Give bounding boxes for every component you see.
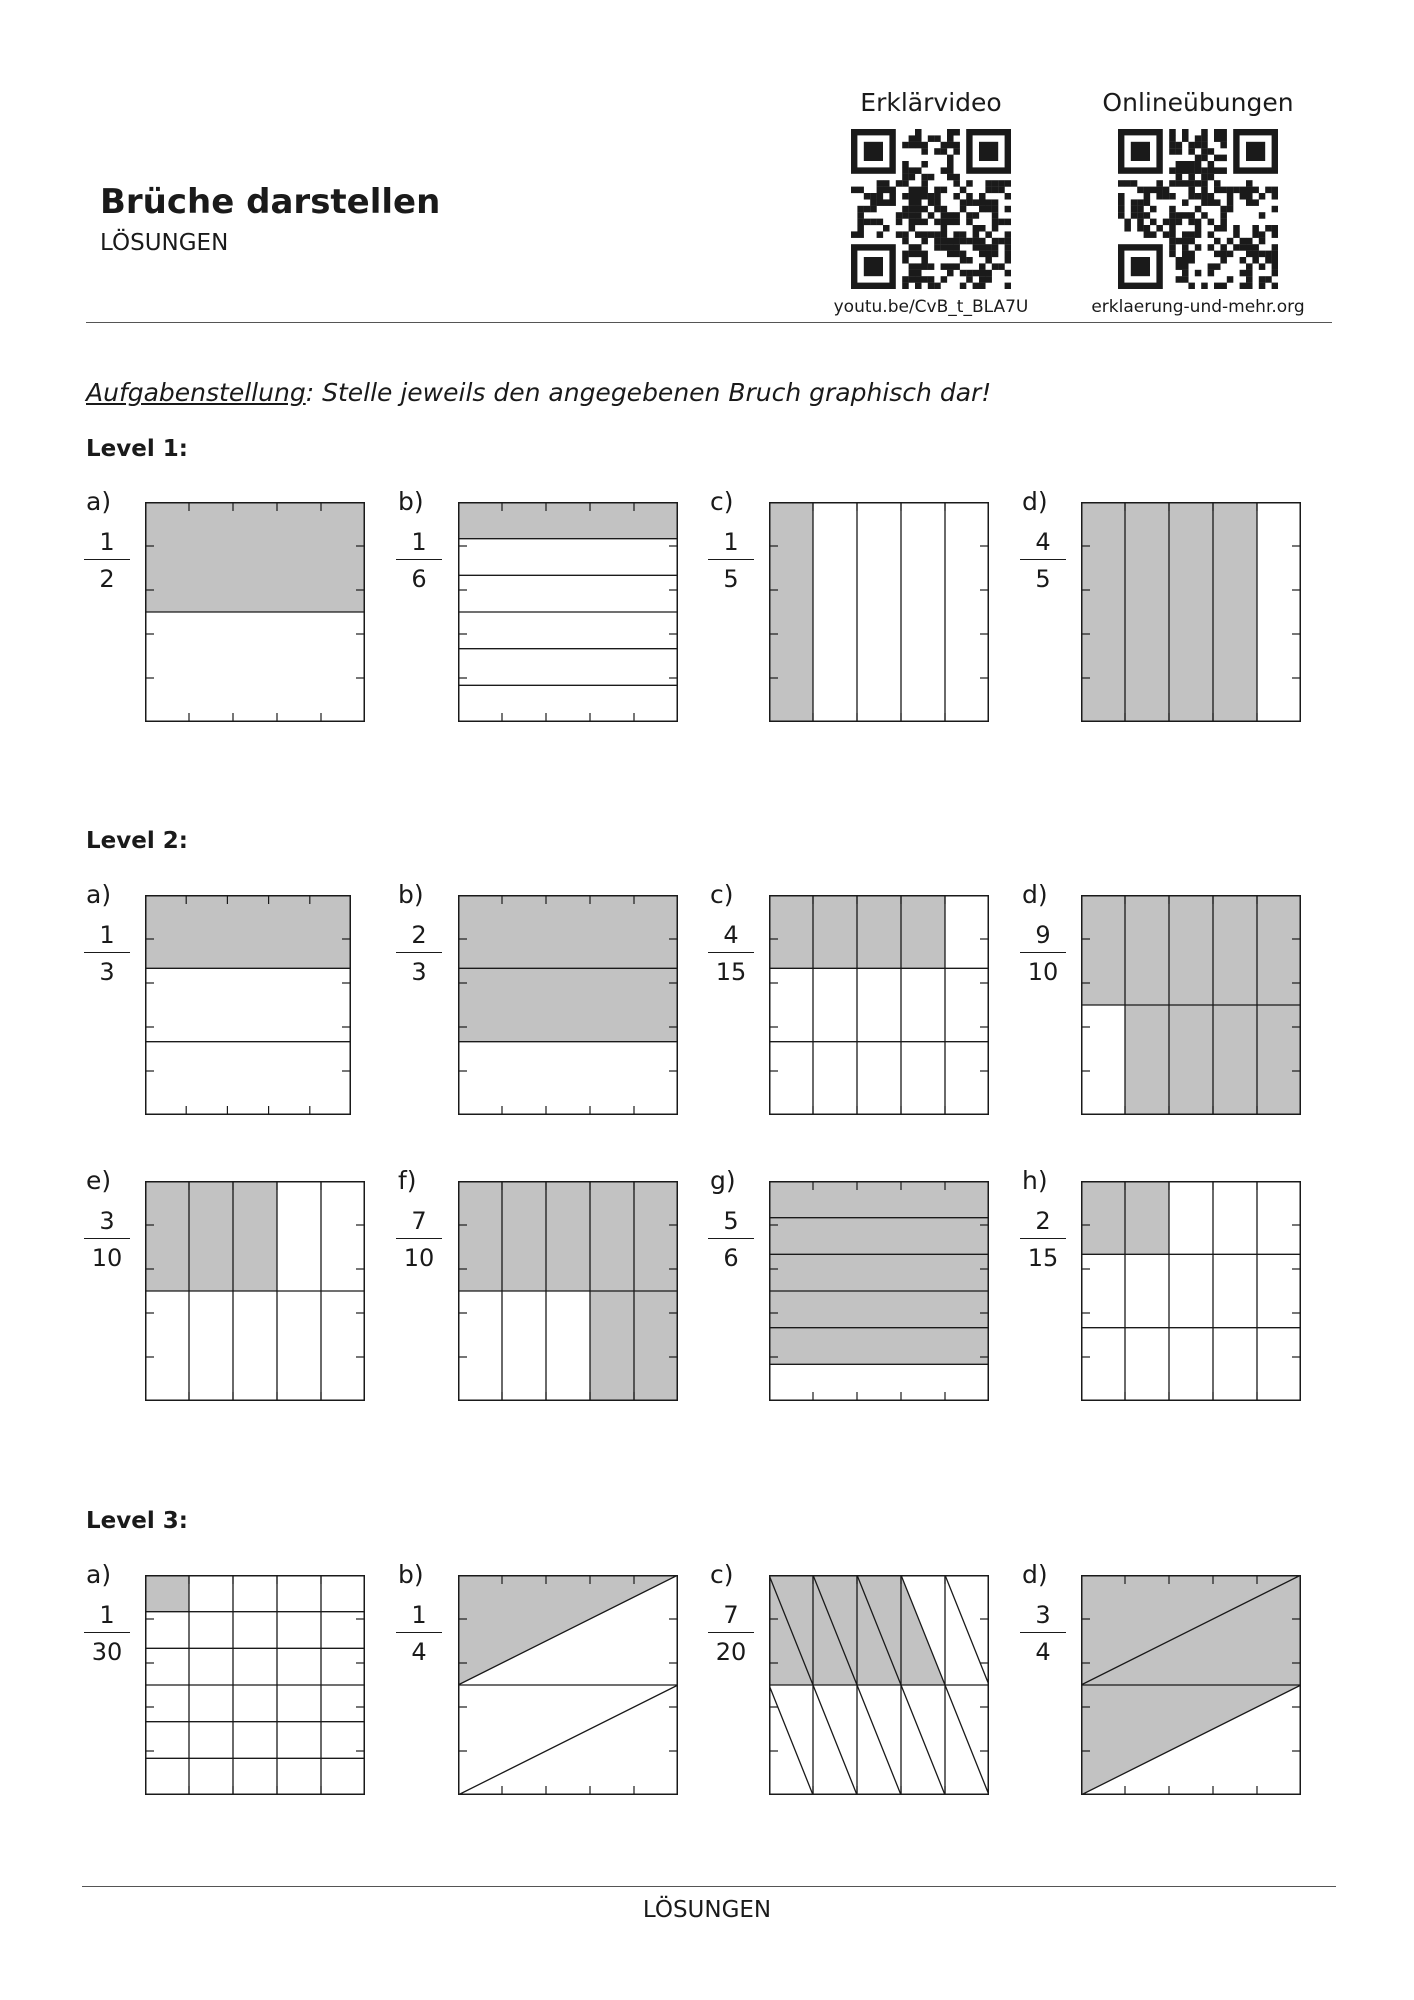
fraction-figure <box>1081 502 1301 722</box>
fraction-figure <box>769 1575 989 1795</box>
fraction-numerator: 1 <box>411 1601 427 1629</box>
exercise-letter: b) <box>398 487 424 516</box>
exercise-letter: d) <box>1022 487 1048 516</box>
level-2-heading: Level 2: <box>86 828 188 854</box>
fraction-denominator: 10 <box>403 1244 435 1272</box>
fraction-label <box>1020 923 1066 984</box>
qr-url-video[interactable]: youtu.be/CvB_t_BLA7U <box>833 297 1029 317</box>
fraction-numerator: 4 <box>1035 528 1051 556</box>
fraction-denominator: 15 <box>1027 1244 1059 1272</box>
fraction-label <box>1020 1603 1066 1664</box>
shaded-part <box>769 1181 989 1218</box>
exercise-letter: b) <box>398 880 424 909</box>
level-3-heading: Level 3: <box>86 1508 188 1534</box>
fraction-figure <box>145 895 351 1115</box>
shaded-part <box>1169 502 1213 722</box>
fraction-figure <box>458 1575 678 1795</box>
qr-url-online[interactable]: erklaerung-und-mehr.org <box>1091 297 1305 317</box>
shaded-part <box>233 1181 277 1291</box>
fraction-denominator: 10 <box>1027 958 1059 986</box>
fraction-figure <box>1081 1575 1301 1795</box>
fraction-bar <box>396 1632 442 1633</box>
fraction-numerator: 3 <box>1035 1601 1051 1629</box>
level-1-heading: Level 1: <box>86 436 188 462</box>
shaded-part <box>145 1575 189 1612</box>
qr-code-icon <box>851 129 1011 293</box>
shaded-part <box>1213 895 1257 1005</box>
fraction-bar <box>708 1632 754 1633</box>
shaded-part <box>458 895 678 968</box>
fraction-bar <box>84 559 130 560</box>
exercise-letter: d) <box>1022 1560 1048 1589</box>
fraction-label <box>708 1209 754 1270</box>
shaded-part <box>769 502 813 722</box>
fraction-bar <box>84 1238 130 1239</box>
fraction-denominator: 6 <box>723 1244 739 1272</box>
shaded-part <box>546 1181 590 1291</box>
task-instruction <box>86 378 991 407</box>
footer-label: LÖSUNGEN <box>642 1897 772 1923</box>
shaded-part <box>1213 1005 1257 1115</box>
fraction-denominator: 6 <box>411 565 427 593</box>
fraction-denominator: 4 <box>1035 1638 1051 1666</box>
fraction-figure <box>458 1181 678 1401</box>
fraction-label <box>396 923 442 984</box>
exercise-letter: e) <box>86 1166 112 1195</box>
division-line <box>813 1685 857 1795</box>
fraction-denominator: 30 <box>91 1638 123 1666</box>
fraction-numerator: 3 <box>99 1207 115 1235</box>
fraction-label <box>396 1603 442 1664</box>
fraction-figure <box>458 502 678 722</box>
shaded-part <box>458 1181 502 1291</box>
shaded-part <box>769 895 813 968</box>
shaded-part <box>145 895 351 968</box>
fraction-numerator: 1 <box>411 528 427 556</box>
shaded-part <box>1169 895 1213 1005</box>
fraction-label <box>84 923 130 984</box>
fraction-denominator: 10 <box>91 1244 123 1272</box>
task-text: : Stelle jeweils den angegebenen Bruch graphisch dar! <box>305 378 992 407</box>
fraction-figure <box>769 895 989 1115</box>
fraction-numerator: 2 <box>1035 1207 1051 1235</box>
shaded-part <box>189 1181 233 1291</box>
fraction-label <box>84 1603 130 1664</box>
fraction-denominator: 4 <box>411 1638 427 1666</box>
fraction-numerator: 7 <box>411 1207 427 1235</box>
fraction-label <box>708 923 754 984</box>
fraction-figure <box>458 895 678 1115</box>
exercise-letter: a) <box>86 880 112 909</box>
fraction-bar <box>1020 952 1066 953</box>
shaded-part <box>769 1218 989 1255</box>
fraction-numerator: 1 <box>99 528 115 556</box>
exercise-letter: c) <box>710 1560 734 1589</box>
shaded-part <box>1213 502 1257 722</box>
division-line <box>458 1685 678 1795</box>
exercise-letter: h) <box>1022 1166 1048 1195</box>
fraction-numerator: 9 <box>1035 921 1051 949</box>
fraction-numerator: 1 <box>723 528 739 556</box>
shaded-part <box>1125 1005 1169 1115</box>
fraction-figure <box>769 1181 989 1401</box>
exercise-letter: d) <box>1022 880 1048 909</box>
qr-label-video: Erklärvideo <box>860 88 1002 117</box>
exercise-letter: c) <box>710 487 734 516</box>
fraction-numerator: 1 <box>99 1601 115 1629</box>
page-subtitle: LÖSUNGEN <box>100 230 229 256</box>
shaded-part <box>769 1254 989 1291</box>
fraction-figure <box>145 502 365 722</box>
shaded-part <box>590 1181 634 1291</box>
task-heading: Aufgabenstellung <box>86 378 306 407</box>
shaded-part <box>1169 1005 1213 1115</box>
fraction-figure <box>145 1181 365 1401</box>
shaded-part <box>769 1328 989 1365</box>
division-line <box>769 1685 813 1795</box>
header-divider <box>86 322 1332 323</box>
fraction-figure <box>1081 1181 1301 1401</box>
shaded-part <box>1125 895 1169 1005</box>
fraction-numerator: 4 <box>723 921 739 949</box>
fraction-bar <box>396 1238 442 1239</box>
exercise-letter: f) <box>398 1166 417 1195</box>
fraction-bar <box>1020 1238 1066 1239</box>
shaded-part <box>458 968 678 1041</box>
fraction-label <box>1020 1209 1066 1270</box>
shaded-part <box>502 1181 546 1291</box>
fraction-figure <box>145 1575 365 1795</box>
fraction-figure <box>769 502 989 722</box>
fraction-bar <box>1020 559 1066 560</box>
shaded-part <box>145 502 365 612</box>
fraction-label <box>84 1209 130 1270</box>
shaded-part <box>1257 895 1301 1005</box>
fraction-bar <box>84 952 130 953</box>
division-line <box>945 1575 989 1685</box>
fraction-denominator: 3 <box>411 958 427 986</box>
footer-divider <box>82 1886 1336 1887</box>
shaded-part <box>857 895 901 968</box>
fraction-label <box>708 530 754 591</box>
fraction-denominator: 3 <box>99 958 115 986</box>
shaded-part <box>1081 502 1125 722</box>
fraction-bar <box>396 952 442 953</box>
shaded-part <box>590 1291 634 1401</box>
fraction-denominator: 20 <box>715 1638 747 1666</box>
fraction-denominator: 5 <box>1035 565 1051 593</box>
qr-code-icon <box>1118 129 1278 293</box>
shaded-part <box>1081 1181 1125 1254</box>
shaded-part <box>1125 502 1169 722</box>
fraction-bar <box>1020 1632 1066 1633</box>
fraction-bar <box>396 559 442 560</box>
fraction-numerator: 2 <box>411 921 427 949</box>
exercise-letter: a) <box>86 1560 112 1589</box>
fraction-numerator: 5 <box>723 1207 739 1235</box>
fraction-denominator: 15 <box>715 958 747 986</box>
qr-label-online: Onlineübungen <box>1102 88 1294 117</box>
fraction-label <box>396 1209 442 1270</box>
shaded-part <box>1125 1181 1169 1254</box>
fraction-label <box>708 1603 754 1664</box>
shaded-part <box>1081 895 1125 1005</box>
shaded-part <box>634 1291 678 1401</box>
fraction-numerator: 1 <box>99 921 115 949</box>
fraction-numerator: 7 <box>723 1601 739 1629</box>
shaded-part <box>901 895 945 968</box>
fraction-bar <box>84 1632 130 1633</box>
exercise-letter: a) <box>86 487 112 516</box>
division-line <box>901 1685 945 1795</box>
fraction-label <box>84 530 130 591</box>
division-line <box>857 1685 901 1795</box>
exercise-letter: c) <box>710 880 734 909</box>
shaded-part <box>145 1181 189 1291</box>
fraction-bar <box>708 559 754 560</box>
fraction-denominator: 5 <box>723 565 739 593</box>
fraction-figure <box>1081 895 1301 1115</box>
shaded-part <box>634 1181 678 1291</box>
shaded-part <box>769 1291 989 1328</box>
exercise-letter: g) <box>710 1166 736 1195</box>
exercise-letter: b) <box>398 1560 424 1589</box>
shaded-part <box>813 895 857 968</box>
shaded-part <box>458 502 678 539</box>
fraction-bar <box>708 1238 754 1239</box>
fraction-bar <box>708 952 754 953</box>
fraction-label <box>396 530 442 591</box>
fraction-label <box>1020 530 1066 591</box>
fraction-denominator: 2 <box>99 565 115 593</box>
shaded-part <box>1257 1005 1301 1115</box>
page-title: Brüche darstellen <box>100 182 441 222</box>
division-line <box>945 1685 989 1795</box>
